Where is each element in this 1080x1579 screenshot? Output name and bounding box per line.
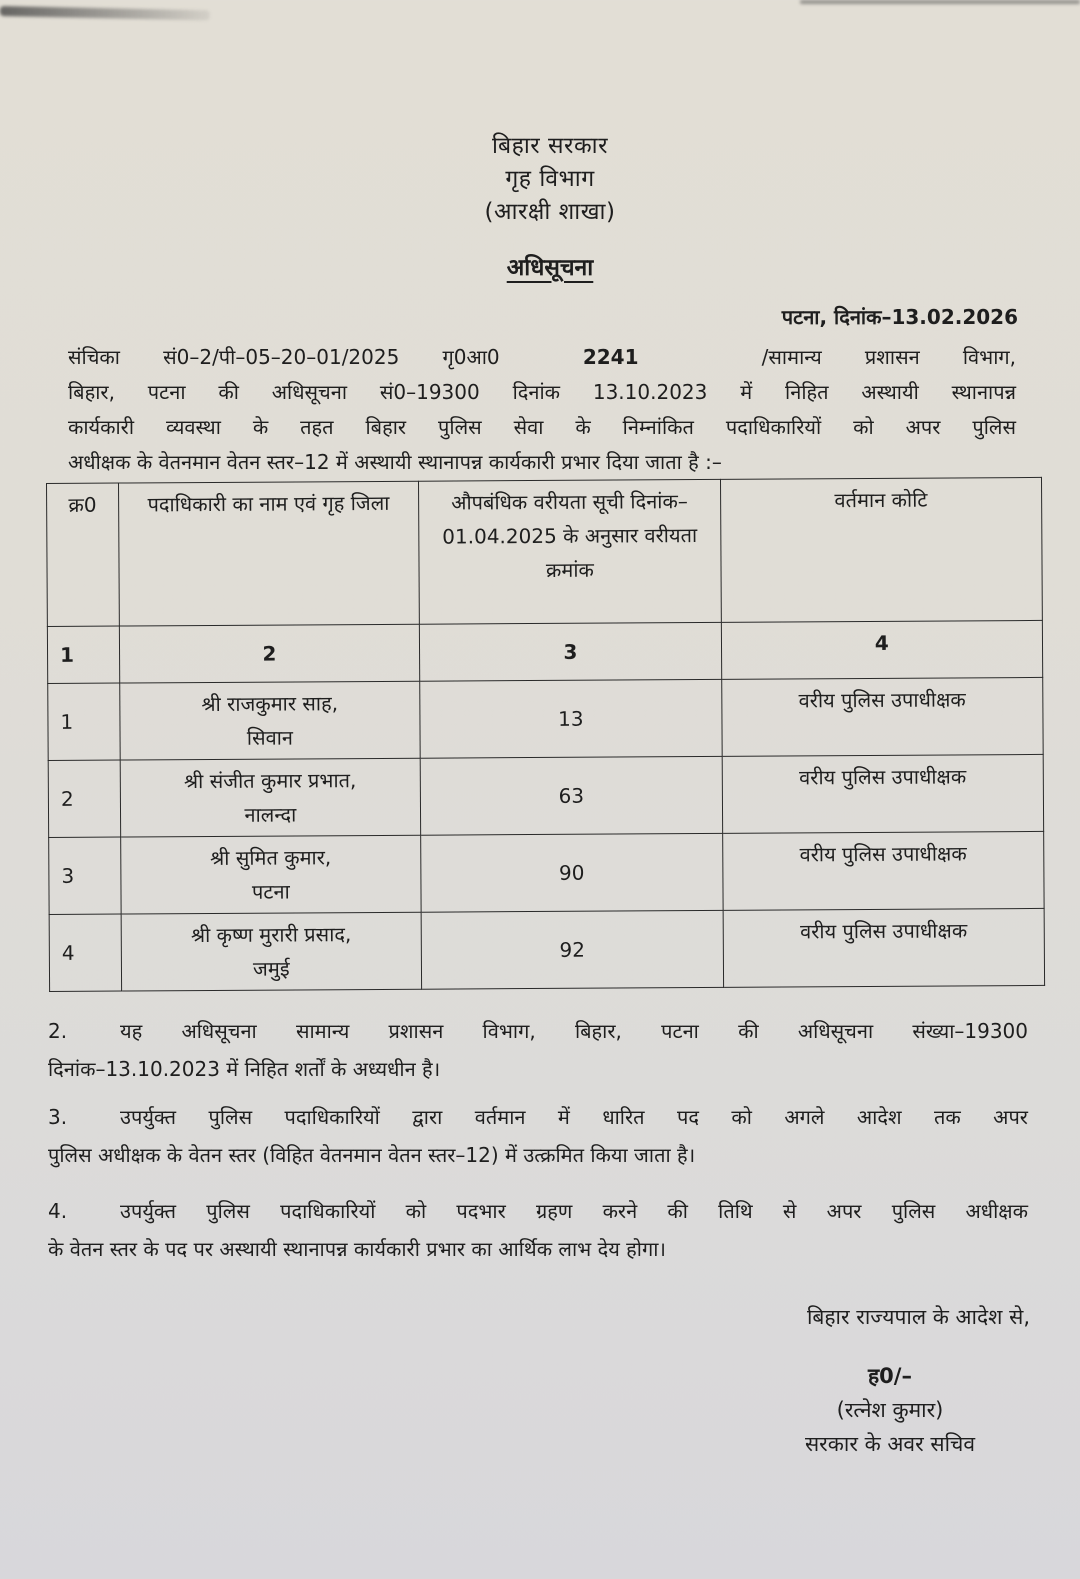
file-number: संचिका सं0–2/पी–05–20–01/2025 गृ0आ0 bbox=[68, 345, 500, 369]
paragraph-text: यह अधिसूचना सामान्य प्रशासन विभाग, बिहार, पटना की अधिसूचना संख्या–19300 bbox=[120, 1019, 1028, 1043]
home-district: पटना bbox=[251, 879, 290, 904]
paragraph-2-line-1 bbox=[48, 1012, 1028, 1050]
department-name: गृह विभाग bbox=[505, 166, 595, 192]
header-current-rank: वर्तमान कोटि bbox=[720, 477, 1042, 622]
header-seniority: औपबंधिक वरीयता सूची दिनांक–01.04.2025 के अनुसार वरीयता क्रमांक bbox=[418, 479, 721, 624]
signatory-designation: सरकार के अवर सचिव bbox=[804, 1432, 976, 1456]
table-row bbox=[49, 831, 1044, 914]
header-serial: क्र0 bbox=[47, 483, 120, 626]
paragraph-2-line-2: दिनांक–13.10.2023 में निहित शर्तों के अध्यधीन है। bbox=[48, 1057, 441, 1081]
paragraph-number: 2. bbox=[48, 1019, 68, 1043]
officer-name-district bbox=[120, 758, 421, 837]
paragraph-3-line-1 bbox=[48, 1098, 1028, 1136]
table-row bbox=[49, 908, 1044, 991]
serial-number: 2 bbox=[48, 760, 120, 837]
branch-name: (आरक्षी शाखा) bbox=[484, 199, 616, 225]
paper-edge-shadow-right bbox=[800, 0, 1080, 4]
intro-paragraph bbox=[68, 340, 1016, 480]
header-name-district: पदाधिकारी का नाम एवं गृह जिला bbox=[118, 481, 419, 626]
column-number: 4 bbox=[721, 620, 1043, 679]
column-number: 2 bbox=[119, 624, 420, 683]
current-rank: वरीय पुलिस उपाधीक्षक bbox=[722, 754, 1044, 833]
home-district: सिवान bbox=[246, 725, 294, 750]
officers-table bbox=[46, 477, 1045, 992]
table-header-row bbox=[47, 477, 1043, 626]
officer-name: श्री कृष्ण मुरारी प्रसाद, bbox=[190, 922, 352, 948]
by-order-of-governor: बिहार राज्यपाल के आदेश से, bbox=[806, 1305, 1030, 1329]
seniority-number: 92 bbox=[421, 910, 723, 989]
current-rank: वरीय पुलिस उपाधीक्षक bbox=[721, 677, 1043, 756]
paragraph-3-line-2: पुलिस अधीक्षक के वेतन स्तर (विहित वेतनमान वेतन स्तर–12) में उत्क्रमित किया जाता है। bbox=[48, 1143, 696, 1167]
paragraph-3 bbox=[48, 1098, 1028, 1174]
paragraph-4-line-2: के वेतन स्तर के पद पर अस्थायी स्थानापन्न कार्यकारी प्रभार का आर्थिक लाभ देय होगा। bbox=[48, 1237, 666, 1261]
current-rank: वरीय पुलिस उपाधीक्षक bbox=[723, 908, 1045, 987]
notification-title-text: अधिसूचना bbox=[506, 255, 594, 281]
intro-line-1-suffix: /सामान्य प्रशासन विभाग, bbox=[761, 345, 1017, 369]
serial-number: 1 bbox=[48, 683, 120, 760]
column-number: 1 bbox=[47, 626, 119, 683]
intro-line-2: बिहार, पटना की अधिसूचना सं0–19300 दिनांक 13.10.2023 में निहित अस्थायी स्थानापन्न bbox=[68, 380, 1016, 404]
officer-name: श्री संजीत कुमार प्रभात, bbox=[183, 768, 357, 794]
table-row bbox=[48, 754, 1043, 837]
seniority-number: 63 bbox=[420, 756, 722, 835]
officer-name-district bbox=[120, 835, 421, 914]
intro-line-1 bbox=[68, 340, 1016, 375]
column-number: 3 bbox=[419, 622, 721, 681]
current-rank: वरीय पुलिस उपाधीक्षक bbox=[722, 831, 1044, 910]
seniority-number: 90 bbox=[421, 833, 723, 912]
paragraph-number: 4. bbox=[48, 1199, 68, 1223]
paragraph-4-line-1 bbox=[48, 1192, 1028, 1230]
signatory-name: (रत्नेश कुमार) bbox=[836, 1398, 944, 1422]
reference-number: 2241 bbox=[582, 345, 639, 369]
paragraph-text: उपर्युक्त पुलिस पदाधिकारियों द्वारा वर्तमान में धारित पद को अगले आदेश तक अपर bbox=[120, 1105, 1028, 1129]
officer-name-district bbox=[119, 681, 420, 760]
paragraph-4 bbox=[48, 1192, 1028, 1268]
place-date: पटना, दिनांक–13.02.2026 bbox=[781, 305, 1018, 329]
signature-block bbox=[700, 1303, 1080, 1461]
officer-name: श्री सुमित कुमार, bbox=[210, 845, 332, 871]
serial-number: 4 bbox=[49, 914, 121, 991]
home-district: नालन्दा bbox=[244, 802, 297, 827]
intro-line-3: कार्यकारी व्यवस्था के तहत बिहार पुलिस सेवा के निम्नांकित पदाधिकारियों को अपर पुलिस bbox=[68, 415, 1016, 439]
table-row bbox=[48, 677, 1043, 760]
officer-name-district bbox=[121, 912, 422, 991]
paragraph-number: 3. bbox=[48, 1105, 68, 1129]
officer-name: श्री राजकुमार साह, bbox=[201, 691, 339, 717]
serial-number: 3 bbox=[49, 837, 121, 914]
notification-title bbox=[0, 250, 1080, 282]
document-header bbox=[0, 130, 1080, 229]
paper-edge-shadow bbox=[0, 6, 210, 20]
column-number-row bbox=[47, 620, 1042, 683]
intro-line-4: अधीक्षक के वेतनमान वेतन स्तर–12 में अस्थायी स्थानापन्न कार्यकारी प्रभार दिया जाता है :– bbox=[68, 450, 722, 474]
seniority-number: 13 bbox=[420, 679, 722, 758]
government-name: बिहार सरकार bbox=[492, 133, 608, 159]
paragraph-2 bbox=[48, 1012, 1028, 1088]
home-district: जमुई bbox=[252, 956, 290, 981]
signed-mark: ह0/– bbox=[868, 1364, 912, 1388]
paragraph-text: उपर्युक्त पुलिस पदाधिकारियों को पदभार ग्रहण करने की तिथि से अपर पुलिस अधीक्षक bbox=[120, 1199, 1028, 1223]
